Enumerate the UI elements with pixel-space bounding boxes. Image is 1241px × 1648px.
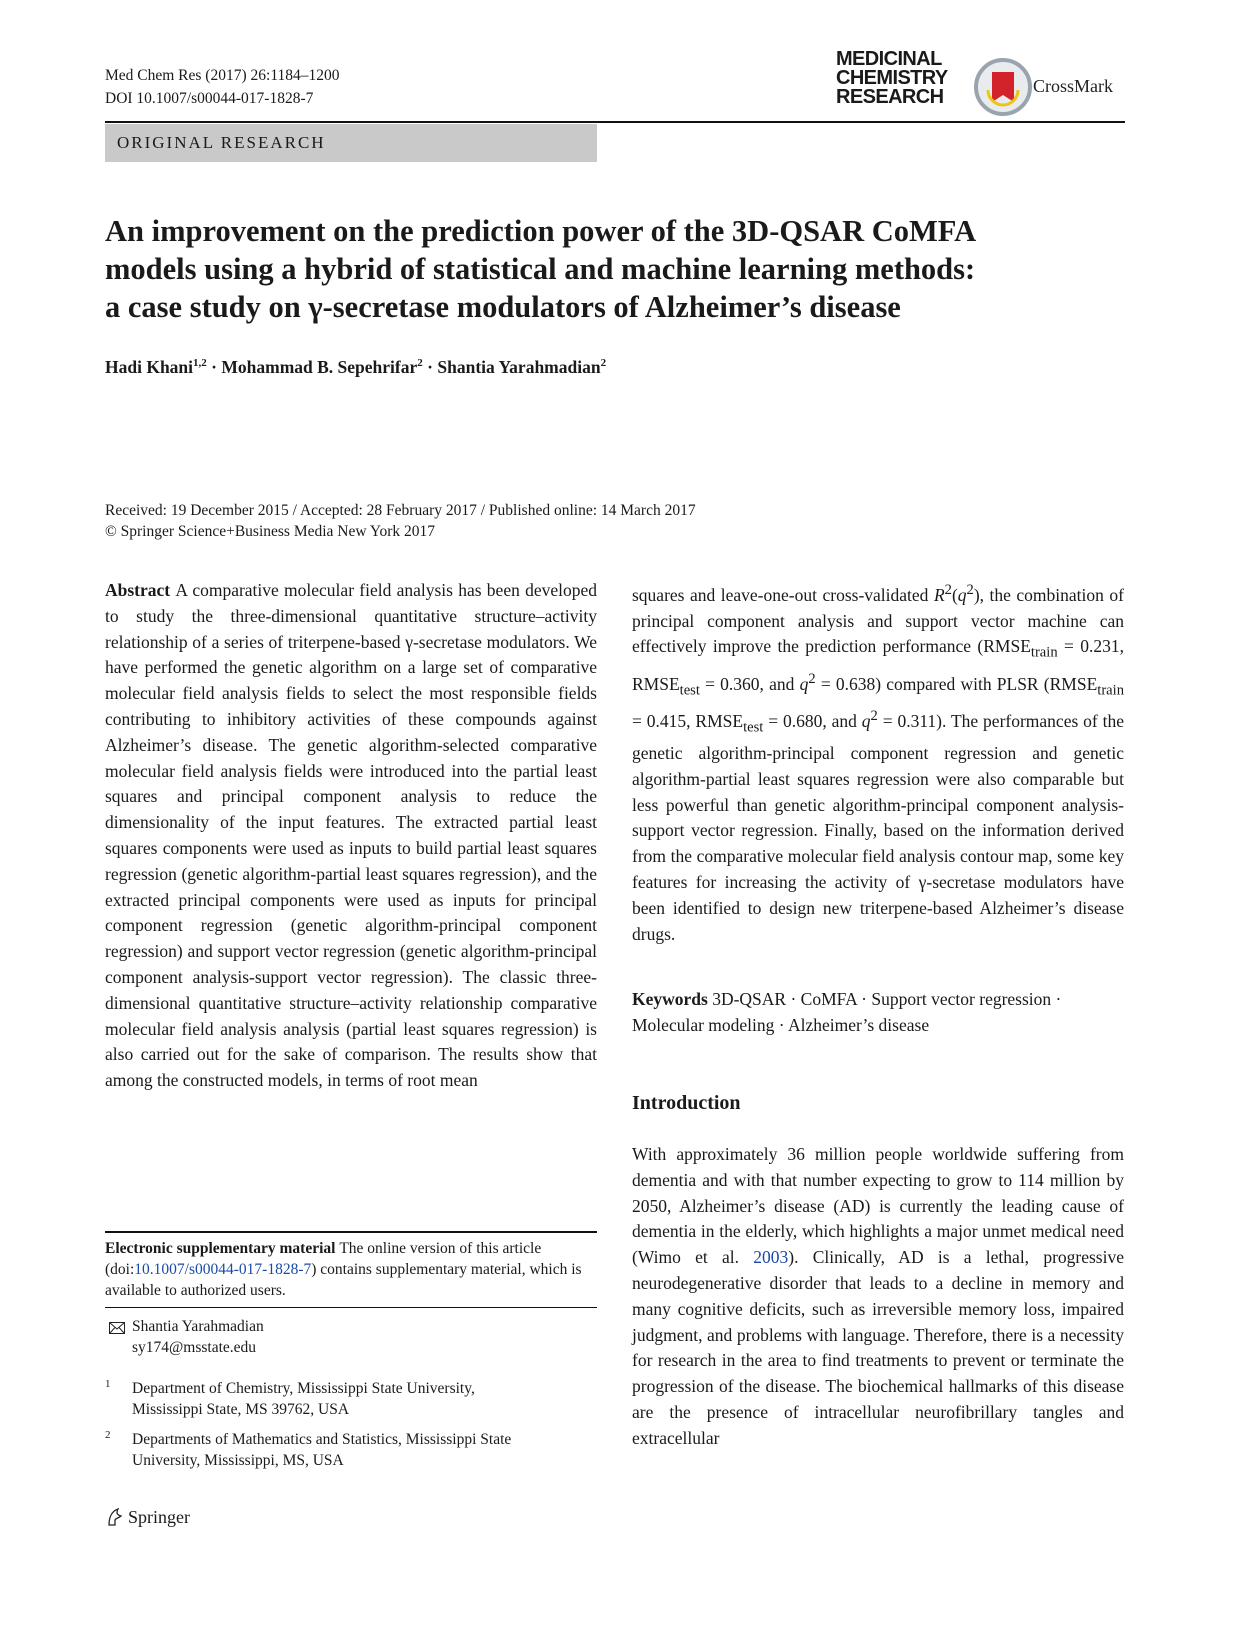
correspondence — [132, 1316, 264, 1358]
journal-reference — [105, 64, 340, 110]
abstract-text: = 0.231, RMSE — [632, 636, 1124, 694]
doi-link[interactable]: 10.1007/s00044-017-1828-7 — [134, 1261, 312, 1278]
author-name[interactable]: Shantia Yarahmadian — [437, 357, 601, 377]
math-subscript: test — [743, 719, 764, 736]
journal-logo-line: MEDICINAL — [836, 48, 942, 70]
author-name[interactable]: Hadi Khani — [105, 357, 194, 377]
title-line: models using a hybrid of statistical and machine learning methods: — [105, 252, 976, 286]
title-line: An improvement on the prediction power of the 3D-QSAR CoMFA — [105, 214, 977, 248]
author-list — [105, 357, 606, 378]
introduction-text — [632, 1142, 1124, 1452]
journal-logo-line: RESEARCH — [836, 86, 944, 108]
corresponding-email[interactable]: sy174@msstate.edu — [132, 1339, 257, 1356]
introduction-paragraph: With approximately 36 million people worldwide suffering from dementia and with that number expecting to grow to 114 million by 2050, Alzheimer’s disease (AD) is currently the leading cause of dementia in the elderly, which highlights a major unmet medical need (Wimo et al. — [632, 1144, 1124, 1268]
affiliation-mark: 2 — [105, 1429, 111, 1441]
journal-doi[interactable]: DOI 10.1007/s00044-017-1828-7 — [105, 90, 314, 107]
math-symbol: q — [799, 673, 809, 694]
journal-logo — [836, 50, 968, 107]
math-superscript: 2 — [870, 707, 878, 724]
math-symbol: R — [933, 584, 945, 605]
introduction-paragraph: ). Clinically, AD is a lethal, progressive neurodegenerative disorder that leads to a decline in memory and many cognitive deficits, such as irreversible memory loss, impaired judgment, and problems with language. Therefore, there is a necessity for research in the area to find treatments to prevent or terminate the progression of the disease. The biochemical hallmarks of this disease are the presence of intracellular neurofibrillary tangles and extracellular — [632, 1247, 1124, 1448]
abstract-text: = 0.415, RMSE — [632, 710, 744, 731]
title-line: a case study on γ-secretase modulators of Alzheimer’s disease — [105, 290, 901, 324]
affiliation-line: Mississippi State, MS 39762, USA — [132, 1401, 350, 1418]
history-dates: Received: 19 December 2015 / Accepted: 28 February 2017 / Published online: 14 March 2017 — [105, 502, 696, 519]
author-separator: · — [422, 357, 438, 377]
abstract-text: = 0.360, and — [699, 673, 800, 694]
publisher-name: Springer — [128, 1507, 190, 1527]
section-label: ORIGINAL RESEARCH — [105, 124, 597, 162]
journal-citation: Med Chem Res (2017) 26:1184–1200 — [105, 67, 340, 84]
keywords-list: 3D-QSAR · CoMFA · Support vector regression · Molecular modeling · Alzheimer’s disease — [632, 989, 1062, 1035]
header-rule — [105, 121, 1125, 123]
math-superscript: 2 — [966, 582, 974, 598]
abstract-text: = 0.311). The performances of the genetic algorithm-principal component regression and genetic algorithm-partial least squares regression were also comparable but less powerful than genetic algorithm-principal component analysis-support vector regression. Finally, based on the information derived from the comparative molecular field analysis contour map, some key features for increasing the activity of γ-secretase modulators have been identified to design new triterpene-based Alzheimer’s disease drugs. — [632, 710, 1125, 944]
author-separator: · — [206, 357, 222, 377]
affiliation-line: University, Mississippi, MS, USA — [132, 1452, 344, 1469]
author-affiliation-mark: 2 — [417, 357, 423, 370]
affiliation-line: Department of Chemistry, Mississippi State University, — [132, 1380, 475, 1397]
math-subscript: test — [679, 682, 700, 699]
author-affiliation-mark: 1,2 — [193, 357, 207, 370]
abstract-text: ( — [951, 584, 958, 605]
abstract-heading: Abstract — [105, 580, 171, 600]
math-symbol: q — [957, 584, 967, 605]
introduction-heading: Introduction — [632, 1092, 741, 1114]
supplementary-heading: Electronic supplementary material — [105, 1240, 336, 1257]
paper-title — [105, 212, 1105, 326]
math-subscript: train — [1097, 682, 1124, 699]
abstract-text: A comparative molecular field analysis has been developed to study the three-dimensional quantitative structure–activity relationship of a series of triterpene-based γ-secretase modulators. We have performed the genetic algorithm on a large set of comparative molecular field analysis fields to select the most responsible fields contributing to inhibitory activities of these compounds against Alzheimer’s disease. The genetic algorithm-selected comparative molecular field analysis fields were introduced into the partial least squares and principal component analysis to reduce the dimensionality of the input features. The extracted partial least squares components were used as inputs to build partial least squares regression (genetic algorithm-partial least squares regression), and the extracted principal components were used as inputs for principal component regression (genetic algorithm-principal component regression) and support vector regression (genetic algorithm-principal component analysis-support vector regression). The classic three-dimensional quantitative structure–activity relationship comparative molecular field analysis analysis (partial least squares regression) is also carried out for the sake of comparison. The results show that among the constructed models, in terms of root mean — [105, 580, 598, 1091]
corresponding-author: Shantia Yarahmadian — [132, 1318, 264, 1335]
envelope-icon — [109, 1322, 125, 1334]
abstract-text: squares and leave-one-out cross-validated — [632, 584, 934, 605]
footnote-divider — [105, 1307, 597, 1308]
supplementary-note — [105, 1238, 597, 1301]
affiliation — [132, 1429, 511, 1471]
math-superscript: 2 — [944, 582, 952, 598]
math-superscript: 2 — [808, 670, 816, 687]
citation-link[interactable]: 2003 — [753, 1247, 789, 1268]
supplementary-text: The online version of this article (doi: — [105, 1240, 542, 1278]
supplementary-text: ) contains supplementary material, which is available to authorized users. — [105, 1261, 582, 1299]
crossmark-label[interactable]: CrossMark — [1033, 76, 1113, 96]
publisher-logo — [105, 1507, 190, 1528]
abstract-text: ), the combination of principal component analysis and support vector machine can effectively improve the prediction performance (RMSE — [632, 584, 1124, 657]
copyright: © Springer Science+Business Media New York 2017 — [105, 523, 436, 540]
math-subscript: train — [1030, 644, 1058, 661]
affiliation-line: Departments of Mathematics and Statistics, Mississippi State — [132, 1431, 512, 1448]
journal-logo-line: CHEMISTRY — [836, 67, 948, 89]
abstract-right-column — [632, 578, 1124, 947]
author-name[interactable]: Mohammad B. Sepehrifar — [221, 357, 418, 377]
keywords — [632, 987, 1124, 1039]
abstract-left-column — [105, 578, 597, 1094]
keywords-heading: Keywords — [632, 989, 708, 1009]
affiliation-mark: 1 — [105, 1378, 111, 1390]
publication-dates — [105, 500, 696, 542]
abstract-text: = 0.638) compared with PLSR (RMSE — [815, 673, 1098, 694]
springer-horse-icon — [105, 1507, 125, 1527]
affiliation — [132, 1378, 475, 1420]
math-symbol: q — [861, 710, 871, 731]
footnote-rule — [105, 1231, 597, 1233]
abstract-text: = 0.680, and — [763, 710, 862, 731]
crossmark-icon[interactable] — [974, 58, 1032, 116]
author-affiliation-mark: 2 — [600, 357, 607, 370]
